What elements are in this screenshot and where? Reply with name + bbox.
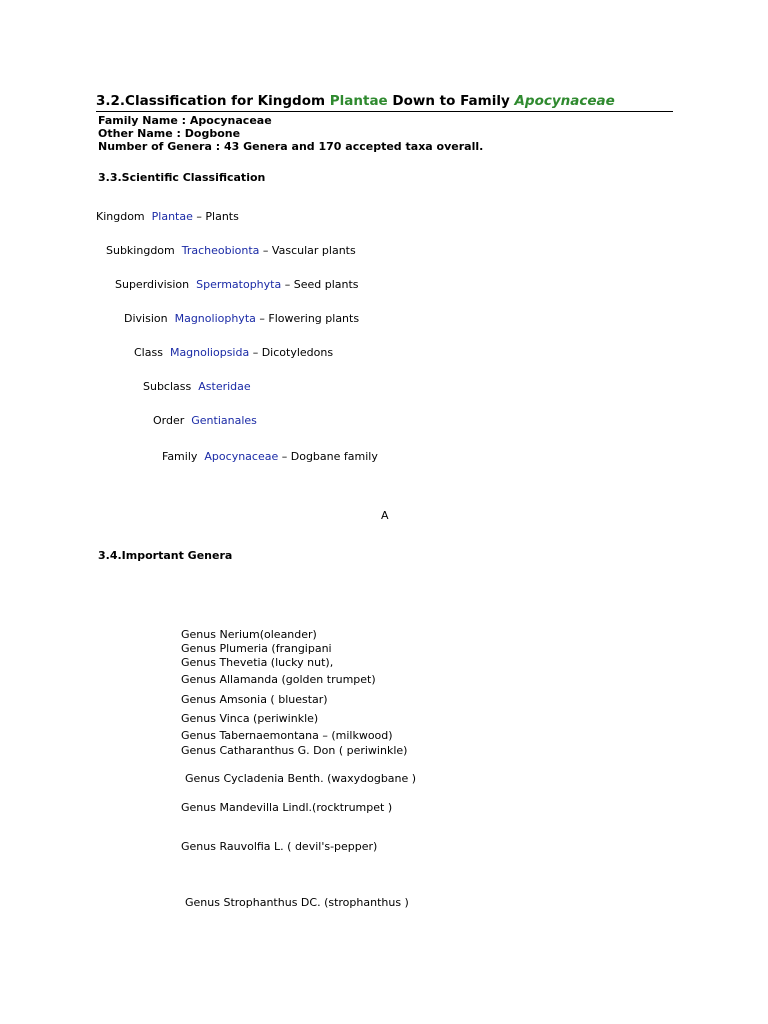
classification-row-family xyxy=(162,450,378,463)
stray-letter: A xyxy=(381,509,389,522)
genus-item: Genus Cycladenia Benth. (waxydogbane ) xyxy=(185,772,417,785)
taxon-link[interactable]: Spermatophyta xyxy=(196,278,282,291)
genus-item: Genus Tabernaemontana – (milkwood) xyxy=(181,729,393,742)
taxon-desc: – Dogbane family xyxy=(278,450,378,463)
title-family: Apocynaceae xyxy=(514,93,615,109)
rank-label: Subkingdom xyxy=(106,244,175,257)
classification-row-kingdom xyxy=(96,210,239,223)
title-underline xyxy=(96,111,673,112)
section-title xyxy=(96,93,615,109)
genus-item: Genus Catharanthus G. Don ( periwinkle) xyxy=(181,744,408,757)
genera-count: Number of Genera : 43 Genera and 170 accepted taxa overall. xyxy=(98,140,484,153)
taxon-desc: – Flowering plants xyxy=(255,312,360,325)
genus-item: Genus Plumeria (frangipani xyxy=(181,642,332,655)
rank-label: Subclass xyxy=(143,380,192,393)
classification-row-order xyxy=(153,414,257,427)
classification-row-class xyxy=(134,346,333,359)
classification-row-division xyxy=(124,312,359,325)
taxon-desc: – Dicotyledons xyxy=(249,346,334,359)
taxon-link[interactable]: Plantae xyxy=(151,210,193,223)
classification-row-subkingdom xyxy=(106,244,356,257)
classification-row-subclass xyxy=(143,380,251,393)
genus-item: Genus Nerium(oleander) xyxy=(181,628,317,641)
rank-label: Division xyxy=(124,312,168,325)
taxon-link[interactable]: Magnoliopsida xyxy=(169,346,250,359)
taxon-desc: – Vascular plants xyxy=(259,244,356,257)
rank-label: Family xyxy=(162,450,198,463)
classification-heading: 3.3.Scientific Classification xyxy=(98,171,266,184)
rank-label: Kingdom xyxy=(96,210,145,223)
genus-item: Genus Thevetia (lucky nut), xyxy=(181,656,334,669)
genus-item: Genus Amsonia ( bluestar) xyxy=(181,693,328,706)
genus-item: Genus Allamanda (golden trumpet) xyxy=(181,673,376,686)
title-prefix: 3.2.Classification for Kingdom xyxy=(96,93,330,109)
other-name: Other Name : Dogbone xyxy=(98,127,241,140)
taxon-link[interactable]: Asteridae xyxy=(198,380,251,393)
taxon-link[interactable]: Apocynaceae xyxy=(204,450,279,463)
taxon-desc: – Seed plants xyxy=(281,278,359,291)
rank-label: Superdivision xyxy=(115,278,190,291)
genus-item: Genus Strophanthus DC. (strophanthus ) xyxy=(185,896,409,909)
genus-item: Genus Rauvolfia L. ( devil's-pepper) xyxy=(181,840,378,853)
genus-item: Genus Vinca (periwinkle) xyxy=(181,712,319,725)
classification-row-superdivision xyxy=(115,278,359,291)
taxon-desc: – Plants xyxy=(192,210,239,223)
genera-heading: 3.4.Important Genera xyxy=(98,549,233,562)
taxon-link[interactable]: Magnoliophyta xyxy=(174,312,256,325)
family-name: Family Name : Apocynaceae xyxy=(98,114,272,127)
genus-item: Genus Mandevilla Lindl.(rocktrumpet ) xyxy=(181,801,393,814)
taxon-link[interactable]: Tracheobionta xyxy=(181,244,260,257)
rank-label: Order xyxy=(153,414,185,427)
taxon-link[interactable]: Gentianales xyxy=(191,414,257,427)
title-kingdom: Plantae xyxy=(329,93,388,109)
rank-label: Class xyxy=(134,346,163,359)
title-middle: Down to Family xyxy=(387,93,515,109)
